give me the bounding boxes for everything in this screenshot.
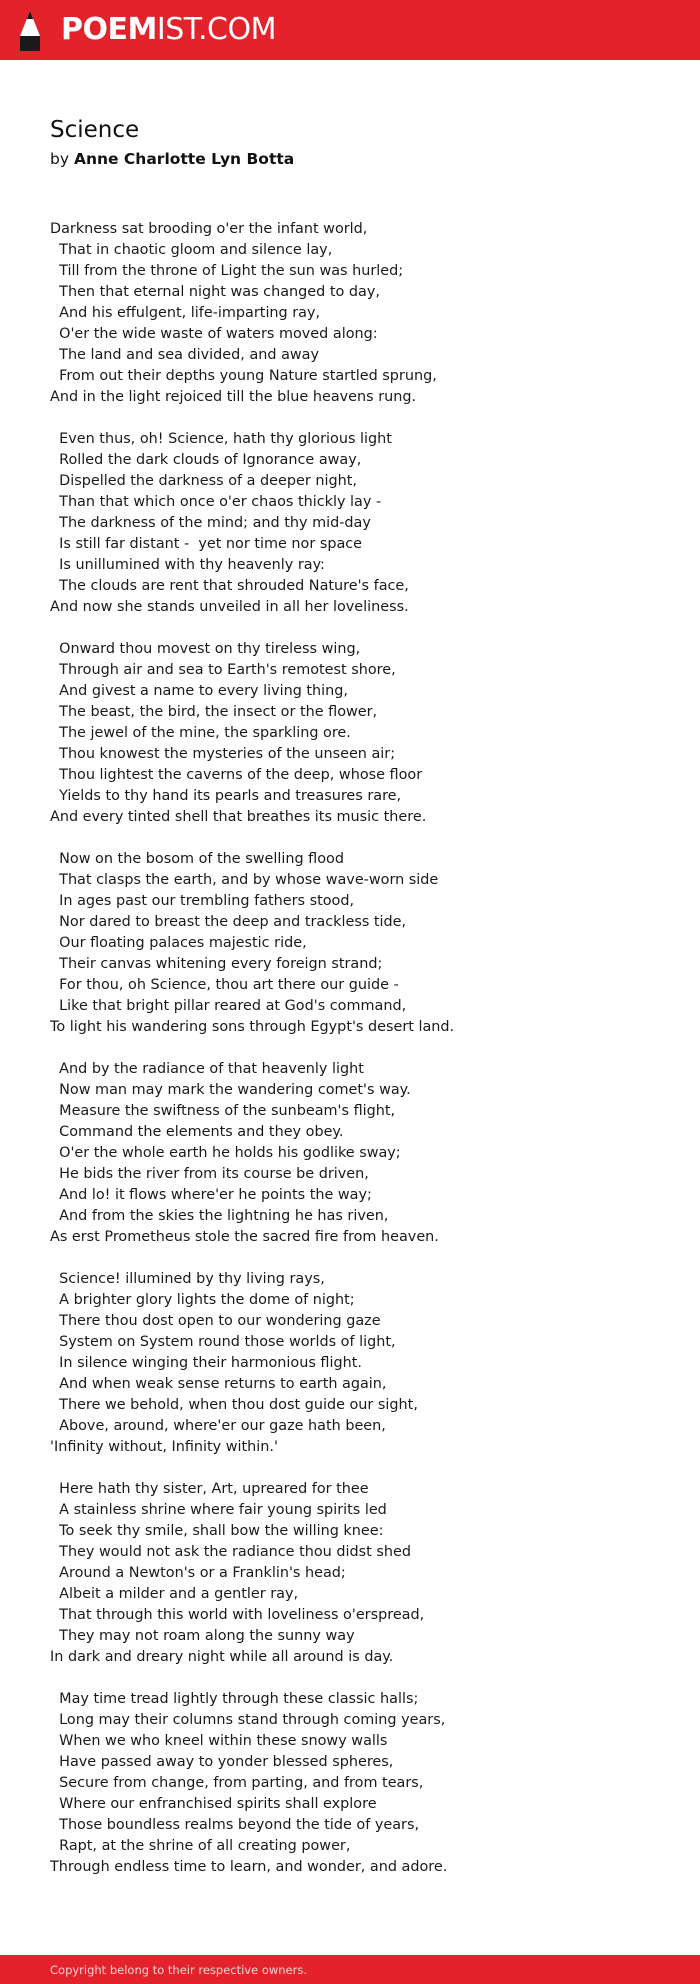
- poem-stanza: [50, 1479, 670, 1668]
- poem-line: The clouds are rent that shrouded Nature's face,: [50, 578, 409, 594]
- poem-line: That in chaotic gloom and silence lay,: [50, 242, 333, 258]
- poem-line: Now on the bosom of the swelling flood: [50, 851, 344, 867]
- copyright-text: Copyright belong to their respective owners.: [50, 1963, 308, 1977]
- poem-stanza: [50, 219, 670, 408]
- poem-line: Like that bright pillar reared at God's command,: [50, 998, 407, 1014]
- poem-line: Their canvas whitening every foreign strand;: [50, 956, 383, 972]
- poem-line: Rolled the dark clouds of Ignorance away,: [50, 452, 362, 468]
- poem-line: Here hath thy sister, Art, upreared for thee: [50, 1481, 369, 1497]
- poem-line: Above, around, where'er our gaze hath been,: [50, 1418, 386, 1434]
- poem-stanza: [50, 1059, 670, 1248]
- by-label: by: [50, 150, 70, 168]
- poem-line: There we behold, when thou dost guide our sight,: [50, 1397, 418, 1413]
- poem-line: Thou lightest the caverns of the deep, whose floor: [50, 767, 423, 783]
- poem-line: Even thus, oh! Science, hath thy glorious light: [50, 431, 392, 447]
- poem-line: The darkness of the mind; and thy mid-day: [50, 515, 371, 531]
- logo-bold-text: POEM: [61, 12, 157, 47]
- poem-line: Is still far distant - yet nor time nor space: [50, 536, 363, 552]
- poem-line: Secure from change, from parting, and from tears,: [50, 1775, 424, 1791]
- poem-line: A brighter glory lights the dome of night;: [50, 1292, 355, 1308]
- pencil-logo-icon[interactable]: [18, 10, 42, 52]
- site-logo[interactable]: [61, 13, 276, 47]
- poem-line: Till from the throne of Light the sun was hurled;: [50, 263, 404, 279]
- poem-line: And his effulgent, life-imparting ray,: [50, 305, 321, 321]
- poem-line: O'er the wide waste of waters moved along:: [50, 326, 378, 342]
- poem-line: In dark and dreary night while all around is day.: [50, 1649, 394, 1665]
- poem-line: Now man may mark the wandering comet's way.: [50, 1082, 411, 1098]
- poem-line: Our floating palaces majestic ride,: [50, 935, 307, 951]
- poem-line: Is unillumined with thy heavenly ray:: [50, 557, 325, 573]
- poem-line: He bids the river from its course be driven,: [50, 1166, 369, 1182]
- poem-line: O'er the whole earth he holds his godlike sway;: [50, 1145, 401, 1161]
- poem-line: The beast, the bird, the insect or the flower,: [50, 704, 378, 720]
- poem-stanza: [50, 429, 670, 618]
- site-footer: [0, 1955, 700, 1984]
- poem-line: Darkness sat brooding o'er the infant world,: [50, 221, 368, 237]
- poem-stanza: [50, 639, 670, 828]
- poem-line: When we who kneel within these snowy walls: [50, 1733, 388, 1749]
- poem-line: Dispelled the darkness of a deeper night,: [50, 473, 357, 489]
- poem-line: And givest a name to every living thing,: [50, 683, 349, 699]
- site-header: [0, 0, 700, 60]
- poem-line: And from the skies the lightning he has riven,: [50, 1208, 389, 1224]
- poem-line: The jewel of the mine, the sparkling ore.: [50, 725, 351, 741]
- poem-line: Have passed away to yonder blessed spheres,: [50, 1754, 394, 1770]
- poem-line: And now she stands unveiled in all her loveliness.: [50, 599, 409, 615]
- poem-line: System on System round those worlds of light,: [50, 1334, 396, 1350]
- poem-line: Around a Newton's or a Franklin's head;: [50, 1565, 346, 1581]
- author-name: Anne Charlotte Lyn Botta: [73, 150, 295, 168]
- poem-line: And every tinted shell that breathes its music there.: [50, 809, 427, 825]
- poem-line: Thou knowest the mysteries of the unseen air;: [50, 746, 396, 762]
- poem-line: Measure the swiftness of the sunbeam's flight,: [50, 1103, 396, 1119]
- poem-stanza: [50, 1269, 670, 1458]
- poem-line: That clasps the earth, and by whose wave-worn side: [50, 872, 439, 888]
- poem-line: Onward thou movest on thy tireless wing,: [50, 641, 361, 657]
- poem-line: Where our enfranchised spirits shall explore: [50, 1796, 377, 1812]
- poem-line: Albeit a milder and a gentler ray,: [50, 1586, 299, 1602]
- poem-line: Nor dared to breast the deep and trackless tide,: [50, 914, 407, 930]
- poem-line: From out their depths young Nature startled sprung,: [50, 368, 437, 384]
- poem-line: And in the light rejoiced till the blue heavens rung.: [50, 389, 417, 405]
- poem-line: In silence winging their harmonious flight.: [50, 1355, 362, 1371]
- poem-line: A stainless shrine where fair young spirits led: [50, 1502, 387, 1518]
- poem-body: [50, 219, 670, 1899]
- poem-line: The land and sea divided, and away: [50, 347, 320, 363]
- poem-line: Science! illumined by thy living rays,: [50, 1271, 325, 1287]
- byline: [50, 149, 294, 169]
- poem-line: They may not roam along the sunny way: [50, 1628, 355, 1644]
- poem-stanza: [50, 1689, 670, 1878]
- poem-line: To seek thy smile, shall bow the willing knee:: [50, 1523, 384, 1539]
- poem-line: May time tread lightly through these classic halls;: [50, 1691, 419, 1707]
- poem-line: Through endless time to learn, and wonder, and adore.: [50, 1859, 448, 1875]
- poem-title: Science: [50, 117, 140, 143]
- poem-line: Long may their columns stand through coming years,: [50, 1712, 446, 1728]
- poem-line: They would not ask the radiance thou didst shed: [50, 1544, 411, 1560]
- poem-line: Those boundless realms beyond the tide of years,: [50, 1817, 420, 1833]
- poem-line: And by the radiance of that heavenly light: [50, 1061, 364, 1077]
- poem-line: To light his wandering sons through Egypt's desert land.: [50, 1019, 455, 1035]
- poem-line: Yields to thy hand its pearls and treasures rare,: [50, 788, 402, 804]
- poem-stanza: [50, 849, 670, 1038]
- poem-line: Than that which once o'er chaos thickly lay -: [50, 494, 382, 510]
- poem-line: For thou, oh Science, thou art there our guide -: [50, 977, 399, 993]
- poem-line: Then that eternal night was changed to day,: [50, 284, 380, 300]
- poem-line: Rapt, at the shrine of all creating power,: [50, 1838, 351, 1854]
- poem-line: Command the elements and they obey.: [50, 1124, 344, 1140]
- poem-line: 'Infinity without, Infinity within.': [50, 1439, 278, 1455]
- poem-line: And lo! it flows where'er he points the way;: [50, 1187, 372, 1203]
- logo-light-text: IST.COM: [156, 12, 276, 47]
- poem-line: That through this world with loveliness o'erspread,: [50, 1607, 425, 1623]
- poem-line: In ages past our trembling fathers stood,: [50, 893, 355, 909]
- poem-line: And when weak sense returns to earth again,: [50, 1376, 387, 1392]
- poem-line: As erst Prometheus stole the sacred fire from heaven.: [50, 1229, 439, 1245]
- poem-line: There thou dost open to our wondering gaze: [50, 1313, 381, 1329]
- poem-line: Through air and sea to Earth's remotest shore,: [50, 662, 396, 678]
